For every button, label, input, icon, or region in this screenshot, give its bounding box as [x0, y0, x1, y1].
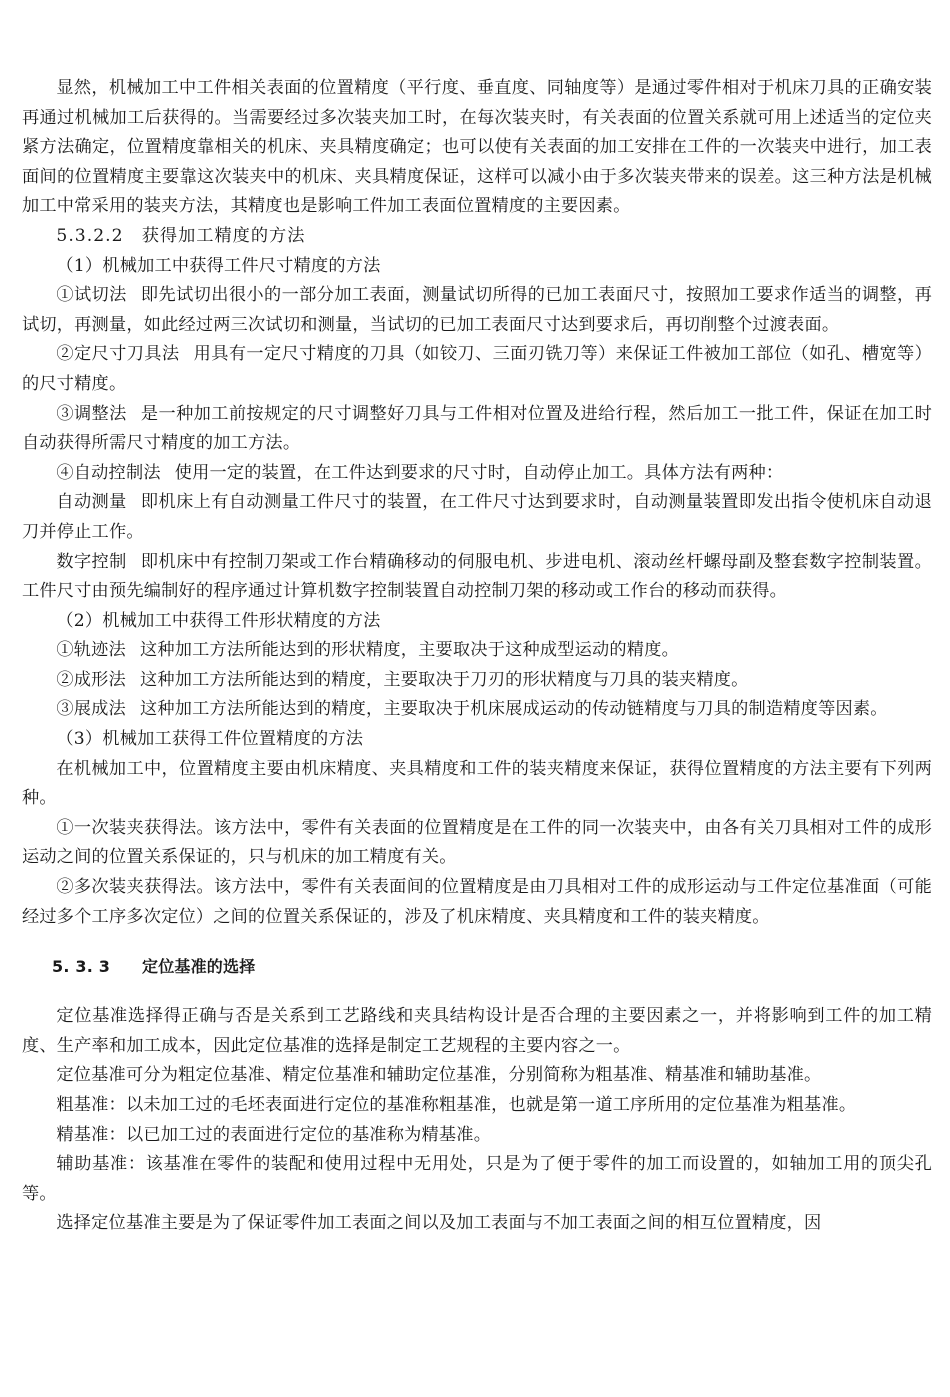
method-text: 这种加工方法所能达到的形状精度，主要取决于这种成型运动的精度。: [139, 640, 679, 661]
method-trial-cut: [22, 281, 932, 340]
method-text: 用具有一定尺寸精度的刀具（如铰刀、三面刃铣刀等）来保证工件被加工部位（如孔、槽宽等）的尺寸精度。: [22, 344, 932, 394]
datum-paragraph: 定位基准可分为粗定位基准、精定位基准和辅助定位基准，分别简称为粗基准、精基准和辅助基准。: [56, 1065, 822, 1086]
datum-paragraph: 粗基准：以未加工过的毛坯表面进行定位的基准称粗基准，也就是第一道工序所用的定位基准为粗基准。: [56, 1095, 857, 1115]
datum-paragraph: 精基准：以已加工过的表面进行定位的基准称为精基准。: [56, 1124, 492, 1145]
method-term: 自动测量: [56, 492, 127, 513]
position-accuracy-heading: （3）机械加工获得工件位置精度的方法: [56, 729, 364, 750]
datum-paragraph: 定位基准选择得正确与否是关系到工艺路线和夹具结构设计是否合理的主要因素之一，并将影响到工件的加工精度、生产率和加工成本，因此定位基准的选择是制定工艺规程的主要内容之一。: [22, 1006, 932, 1056]
method-adjustment: [22, 400, 932, 459]
method-text: 是一种加工前按规定的尺寸调整好刀具与工件相对位置及进给行程，然后加工一批工件，保证在加工时自动获得所需尺寸精度的加工方法。: [22, 403, 932, 454]
method-numeric-control: [22, 548, 932, 607]
method-auto-measure: [22, 488, 932, 547]
method-forming: [22, 666, 932, 696]
method-term: ①试切法: [56, 285, 127, 306]
paragraph-intro: 显然，机械加工中工件相关表面的位置精度（平行度、垂直度、同轴度等）是通过零件相对于机床刀具的正确安装再通过机械加工后获得的。当需要经过多次装夹加工时，在每次装夹时，有关表面的位置关系就可用上述适当的定位夹紧方法确定，位置精度靠相关的机床、夹具精度确定；也可以使有关表面的加工安排在工件的一次装夹中进行，加工表面间的位置精度主要靠这次装夹中的机床、夹具精度保证，这样可以减小由于多次装夹带来的误差。这三种方法是机械加工中常采用的装夹方法，其精度也是影响工件加工表面位置精度的主要因素。: [22, 78, 932, 217]
method-text: 这种加工方法所能达到的精度，主要取决于机床展成运动的传动链精度与刀具的制造精度等因素。: [139, 699, 888, 720]
method-text: 使用一定的装置，在工件达到要求的尺寸时，自动停止加工。具体方法有两种：: [174, 462, 784, 483]
method-text: 即机床上有自动测量工件尺寸的装置，在工件尺寸达到要求时，自动测量装置即发出指令使机床自动退刀并停止工作。: [22, 492, 932, 542]
position-intro: 在机械加工中，位置精度主要由机床精度、夹具精度和工件的装夹精度来保证，获得位置精度的方法主要有下列两种。: [22, 758, 932, 809]
section-heading-533: [22, 956, 932, 978]
method-term: ①轨迹法: [56, 640, 126, 661]
method-auto-control: [22, 459, 932, 489]
method-text: 即先试切出很小的一部分加工表面，测量试切所得的已加工表面尺寸，按照加工要求作适当的调整，再试切，再测量，如此经过两三次试切和测量，当试切的已加工表面尺寸达到要求后，再切削整个过渡表面。: [22, 285, 932, 335]
section-number: 5. 3. 3: [52, 957, 111, 977]
method-generating: [22, 695, 932, 725]
document-page: [22, 74, 932, 1239]
method-term: ②成形法: [56, 669, 126, 690]
subsection-heading-5322: 5.3.2.2 获得加工精度的方法: [56, 225, 306, 246]
method-text: 即机床中有控制刀架或工作台精确移动的伺服电机、步进电机、滚动丝杆螺母副及整套数字控制装置。工件尺寸由预先编制好的程序通过计算机数字控制装置自动控制刀架的移动或工作台的移动而获得。: [22, 551, 932, 602]
dimension-accuracy-heading: （1）机械加工中获得工件尺寸精度的方法: [56, 255, 381, 276]
shape-accuracy-heading: （2）机械加工中获得工件形状精度的方法: [56, 610, 381, 631]
section-title: 定位基准的选择: [142, 957, 256, 977]
method-term: ③展成法: [56, 699, 126, 720]
datum-paragraph: 选择定位基准主要是为了保证零件加工表面之间以及加工表面与不加工表面之间的相互位置精度，因: [56, 1213, 822, 1234]
method-term: ④自动控制法: [56, 462, 161, 483]
datum-paragraph: 辅助基准：该基准在零件的装配和使用过程中无用处，只是为了便于零件的加工而设置的，如轴加工用的顶尖孔等。: [22, 1154, 932, 1204]
method-multi-clamping: ②多次装夹获得法。该方法中，零件有关表面间的位置精度是由刀具相对工件的成形运动与工件定位基准面（可能经过多个工序多次定位）之间的位置关系保证的，涉及了机床精度、夹具精度和工件的装夹精度。: [22, 877, 932, 927]
method-term: ③调整法: [56, 403, 127, 424]
method-trajectory: [22, 636, 932, 666]
method-single-clamping: ①一次装夹获得法。该方法中，零件有关表面的位置精度是在工件的同一次装夹中，由各有关刀具相对工件的成形运动之间的位置关系保证的，只与机床的加工精度有关。: [22, 817, 932, 868]
method-term: ②定尺寸刀具法: [56, 344, 180, 365]
method-term: 数字控制: [56, 551, 127, 572]
method-text: 这种加工方法所能达到的精度，主要取决于刀刃的形状精度与刀具的装夹精度。: [139, 669, 749, 690]
method-sized-tool: [22, 340, 932, 399]
